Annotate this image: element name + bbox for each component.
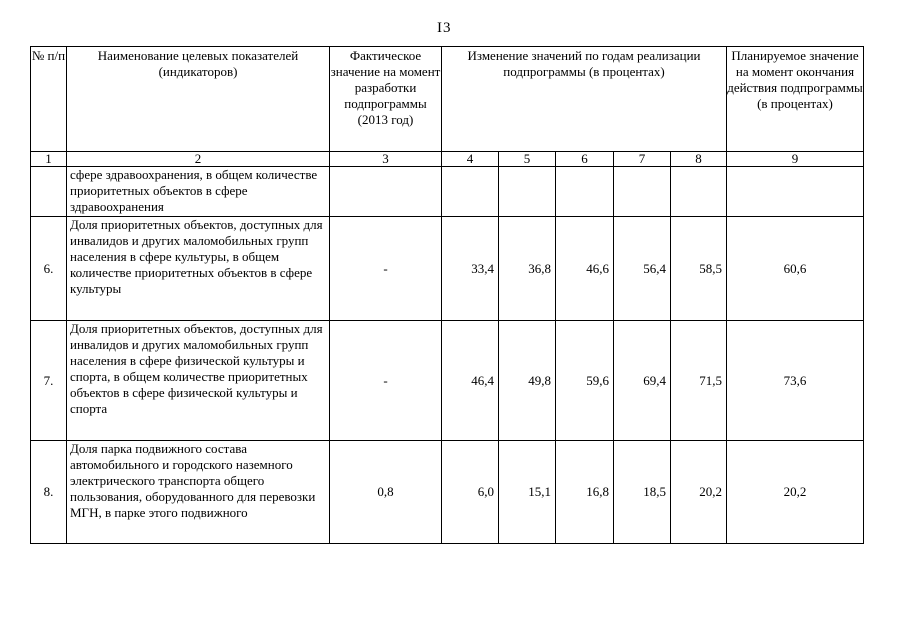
column-number: 2	[67, 152, 330, 167]
year-value: 46,6	[556, 217, 614, 321]
planned-value: 60,6	[727, 217, 864, 321]
row-number	[31, 167, 67, 217]
year-value: 58,5	[671, 217, 727, 321]
table-header-row	[31, 47, 864, 152]
indicator-name: Доля парка подвижного состава автомобильного и городского наземного электрического транспорта общего пользования, оборудованного для перевозки МГН, в парке этого подвижного	[67, 441, 330, 544]
planned-value: 20,2	[727, 441, 864, 544]
table-row	[31, 217, 864, 321]
year-value: 18,5	[614, 441, 671, 544]
column-number: 8	[671, 152, 727, 167]
year-value: 20,2	[671, 441, 727, 544]
year-value: 49,8	[499, 321, 556, 441]
actual-value	[330, 167, 442, 217]
column-number: 9	[727, 152, 864, 167]
table-row	[31, 441, 864, 544]
year-value: 56,4	[614, 217, 671, 321]
column-number: 3	[330, 152, 442, 167]
header-indicator-name: Наименование целевых показателей (индикаторов)	[67, 47, 330, 152]
indicators-table	[30, 46, 864, 544]
year-value: 71,5	[671, 321, 727, 441]
header-yearly-change: Изменение значений по годам реализации подпрограммы (в процентах)	[442, 47, 727, 152]
column-number: 6	[556, 152, 614, 167]
header-number: № п/п	[31, 47, 67, 152]
year-value: 59,6	[556, 321, 614, 441]
table-row	[31, 167, 864, 217]
actual-value: -	[330, 217, 442, 321]
year-value: 33,4	[442, 217, 499, 321]
header-actual-value: Фактическое значение на момент разработки подпрограммы (2013 год)	[330, 47, 442, 152]
indicator-name: сфере здравоохранения, в общем количестве приоритетных объектов в сфере здравоохранения	[67, 167, 330, 217]
year-value: 6,0	[442, 441, 499, 544]
year-value: 69,4	[614, 321, 671, 441]
column-number: 1	[31, 152, 67, 167]
actual-value: -	[330, 321, 442, 441]
year-value	[499, 167, 556, 217]
column-number: 4	[442, 152, 499, 167]
planned-value	[727, 167, 864, 217]
year-value	[614, 167, 671, 217]
row-number: 7.	[31, 321, 67, 441]
page-number: I3	[437, 20, 452, 36]
year-value	[556, 167, 614, 217]
year-value: 15,1	[499, 441, 556, 544]
table-row	[31, 321, 864, 441]
header-planned-value: Планируемое значение на момент окончания действия подпрограммы (в процентах)	[727, 47, 864, 152]
planned-value: 73,6	[727, 321, 864, 441]
indicator-name: Доля приоритетных объектов, доступных для инвалидов и других маломобильных групп населения в сфере физической культуры и спорта, в общем количестве приоритетных объектов в сфере физической культуры и спорта	[67, 321, 330, 441]
actual-value: 0,8	[330, 441, 442, 544]
column-number: 7	[614, 152, 671, 167]
year-value: 16,8	[556, 441, 614, 544]
row-number: 6.	[31, 217, 67, 321]
year-value	[442, 167, 499, 217]
indicator-name: Доля приоритетных объектов, доступных для инвалидов и других маломобильных групп населения в сфере культуры, в общем количестве приоритетных объектов в сфере культуры	[67, 217, 330, 321]
column-number-row	[31, 152, 864, 167]
year-value: 36,8	[499, 217, 556, 321]
row-number: 8.	[31, 441, 67, 544]
year-value: 46,4	[442, 321, 499, 441]
column-number: 5	[499, 152, 556, 167]
year-value	[671, 167, 727, 217]
